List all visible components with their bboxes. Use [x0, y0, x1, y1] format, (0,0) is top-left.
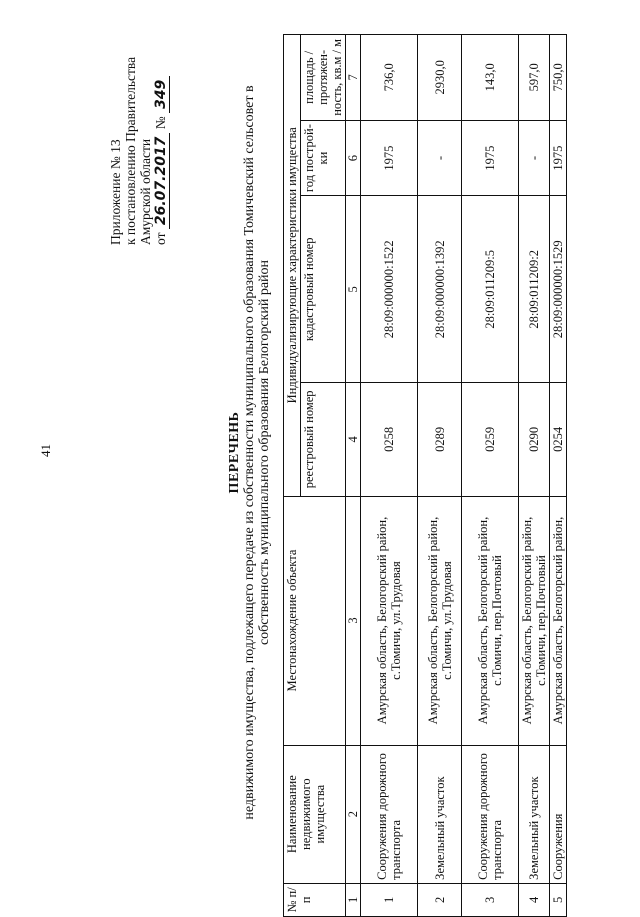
row-num: 2 [418, 883, 462, 916]
row-area: 597,0 [519, 35, 550, 121]
header-year: год построй- ки [301, 120, 346, 196]
from-label: от [153, 232, 168, 245]
row-num: 3 [462, 883, 519, 916]
header-cadastral: кадастровый номер [301, 196, 346, 383]
appendix-date-line [153, 57, 170, 245]
header-name: Наименование недвижимого имущества [284, 745, 346, 883]
handwritten-date: 26.07.2017 [154, 133, 170, 230]
row-area: 736,0 [361, 35, 418, 121]
appendix-line-2: к постановлению Правительства [123, 56, 138, 245]
number-label: № [153, 116, 168, 130]
title-heading: ПЕРЕЧЕНЬ [227, 411, 242, 494]
table-row [519, 35, 550, 917]
header-row [284, 35, 301, 917]
table-row [550, 35, 567, 917]
column-number: 3 [346, 496, 361, 745]
property-table [283, 34, 567, 917]
row-name: Сооружения дорожного транспорта [462, 745, 519, 883]
row-cadastral: 28:09:011209:2 [519, 196, 550, 383]
header-characteristics: Индивидуализирующие характеристики имущества [284, 35, 301, 497]
row-cadastral: 28:09:000000:1522 [361, 196, 418, 383]
row-year: 1975 [361, 120, 418, 196]
row-year: 1975 [550, 120, 567, 196]
appendix-block [108, 57, 170, 245]
table-row [418, 35, 462, 917]
row-year: 1975 [462, 120, 519, 196]
row-num: 5 [550, 883, 567, 916]
header-registry: реестровый номер [301, 383, 346, 496]
row-name: Сооружения дорожного транспорта [361, 745, 418, 883]
document-title [227, 0, 272, 905]
row-name: Сооружения [550, 745, 567, 883]
header-area: площадь / протяжен- ность, кв.м / м [301, 35, 346, 121]
table-row [361, 35, 418, 917]
page-number: 41 [38, 444, 53, 457]
handwritten-number: 349 [154, 76, 170, 113]
row-registry: 0290 [519, 383, 550, 496]
row-location: Амурская область, Белогорский район, [550, 496, 567, 745]
row-num: 4 [519, 883, 550, 916]
header-num: № п/п [284, 883, 346, 916]
row-cadastral: 28:09:000000:1392 [418, 196, 462, 383]
row-area: 750,0 [550, 35, 567, 121]
column-number: 1 [346, 883, 361, 916]
table-row [462, 35, 519, 917]
title-line-1: недвижимого имущества, подлежащего передаче из собственности муниципального образования Томичевский сельсовет в [242, 85, 257, 820]
column-number: 2 [346, 745, 361, 883]
row-cadastral: 28:09:011209:5 [462, 196, 519, 383]
appendix-line-1: Приложение № 13 [108, 139, 123, 245]
row-location: Амурская область, Белогорский район, с.Томичи, ул.Трудовая [418, 496, 462, 745]
row-registry: 0254 [550, 383, 567, 496]
appendix-line-3: Амурской области [138, 138, 153, 245]
row-location: Амурская область, Белогорский район, с.Томичи, пер.Почтовый [519, 496, 550, 745]
row-name: Земельный участок [519, 745, 550, 883]
row-registry: 0258 [361, 383, 418, 496]
row-num: 1 [361, 883, 418, 916]
row-location: Амурская область, Белогорский район, с.Томичи, пер.Почтовый [462, 496, 519, 745]
column-number: 6 [346, 120, 361, 196]
column-number: 7 [346, 35, 361, 121]
row-cadastral: 28:09:000000:1529 [550, 196, 567, 383]
column-number-row [346, 35, 361, 917]
row-year: - [418, 120, 462, 196]
title-line-2: собственность муниципального образования Белогорский район [257, 259, 272, 646]
row-location: Амурская область, Белогорский район, с.Томичи, ул.Трудовая [361, 496, 418, 745]
row-registry: 0289 [418, 383, 462, 496]
row-year: - [519, 120, 550, 196]
column-number: 5 [346, 196, 361, 383]
row-area: 2930,0 [418, 35, 462, 121]
row-registry: 0259 [462, 383, 519, 496]
row-name: Земельный участок [418, 745, 462, 883]
row-area: 143,0 [462, 35, 519, 121]
header-location: Местонахождение объекта [284, 496, 346, 745]
column-number: 4 [346, 383, 361, 496]
